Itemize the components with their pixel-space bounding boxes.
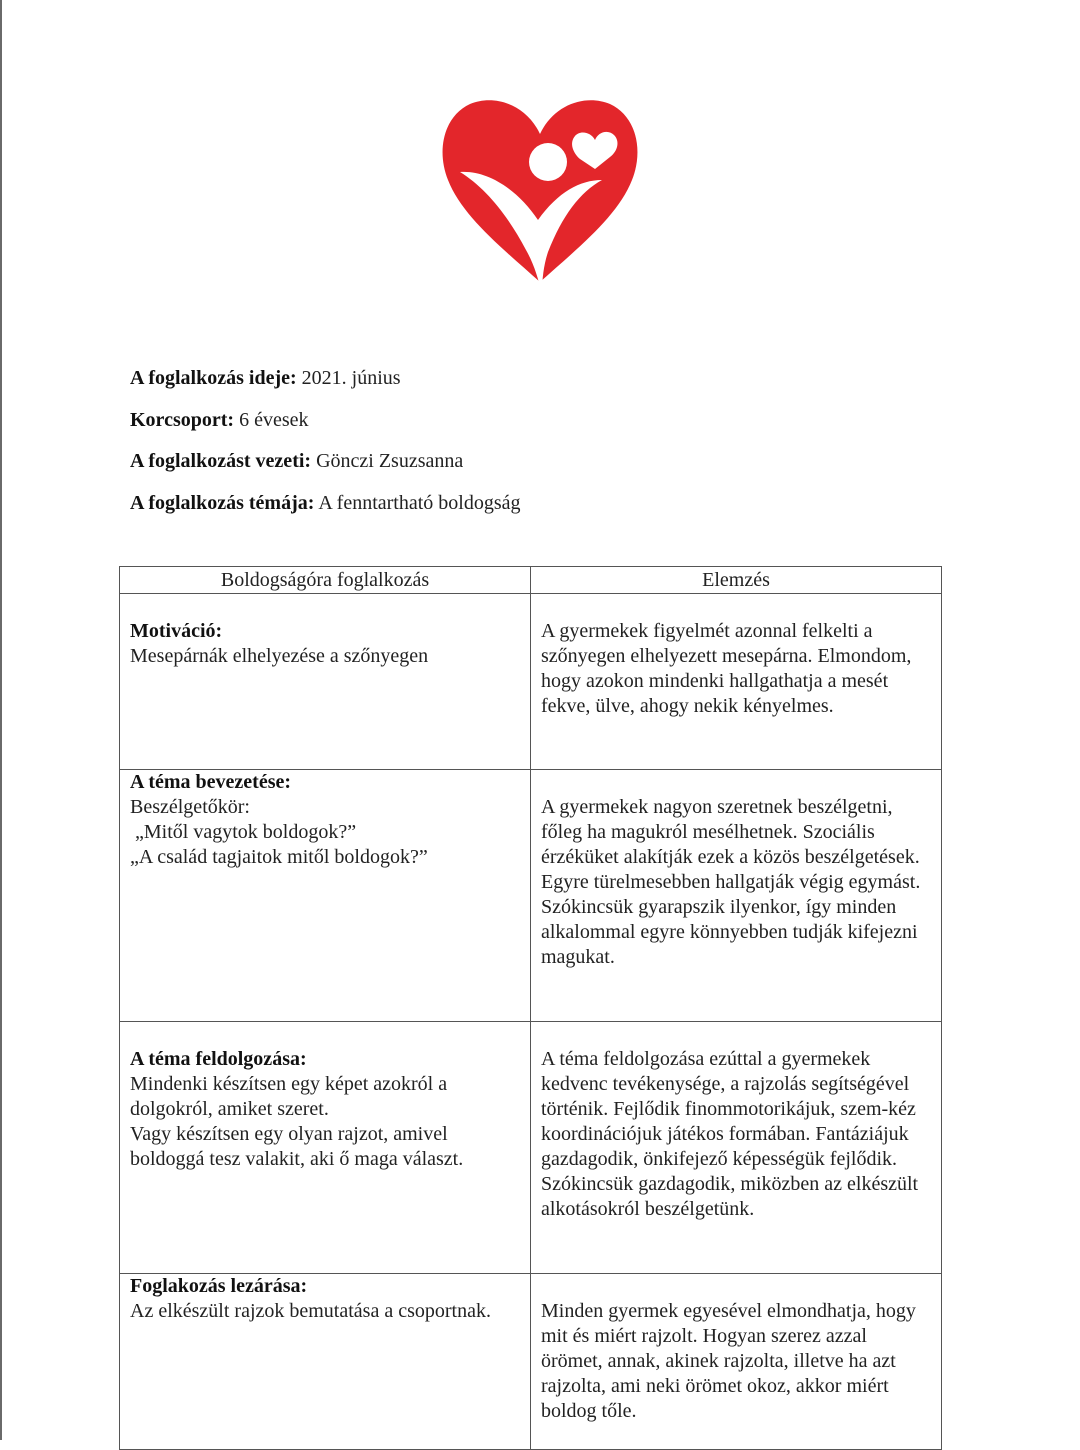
analysis-cell (531, 1274, 942, 1450)
age-group-label: Korcsoport: (130, 408, 235, 431)
analysis-text: Minden gyermek egyesével elmondhatja, hogy mit és miért rajzolt. Hogyan szerez azzal örömet, annak, akinek rajzolta, illetve ha azt rajzolta, ami neki örömet okoz, akkor miért boldog tőle. (541, 1300, 916, 1422)
activity-cell (120, 770, 531, 1022)
header-activity: Boldogságóra foglalkozás (120, 567, 531, 594)
activity-text: „A család tagjaitok mitől boldogok?” (130, 846, 428, 868)
activity-cell (120, 1274, 531, 1450)
session-topic-value: A fenntartható boldogság (318, 491, 521, 514)
activity-title: Foglakozás lezárása: (130, 1275, 308, 1297)
session-date-value: 2021. június (301, 367, 401, 389)
heart-person-logo-icon (440, 92, 640, 297)
activity-text: Vagy készítsen egy olyan rajzot, amivel boldoggá tesz valakit, aki ő maga választ. (130, 1123, 464, 1170)
lesson-plan-table (119, 566, 942, 1450)
session-leader (130, 441, 521, 483)
analysis-cell (531, 594, 942, 770)
analysis-cell (531, 1022, 942, 1274)
activity-title: A téma bevezetése: (130, 771, 292, 793)
analysis-text: A téma feldolgozása ezúttal a gyermekek kedvenc tevékenysége, a rajzolás segítségével történik. Fejlődik finommotorikájuk, szem-kéz koordinációjuk játékos formában. Fantáziájuk gazdagodik, önkifejező képességük fejlődik. Szókincsük gazdagodik, miközben az elkészült alkotásokról beszélgetünk. (541, 1048, 919, 1220)
activity-text: „Mitől vagytok boldogok?” (130, 821, 357, 843)
session-topic-label: A foglalkozás témája: (130, 491, 315, 514)
activity-text: Mesepárnák elhelyezése a szőnyegen (130, 645, 429, 667)
page-left-edge (0, 0, 2, 1440)
header-analysis: Elemzés (531, 567, 942, 594)
analysis-text: A gyermekek nagyon szeretnek beszélgetni, főleg ha magukról mesélhetnek. Szociális érzéküket alakítják ezek a közös beszélgetések. Egyre türelmesebben hallgatják végig egymást. Szókincsük gyarapszik ilyenkor, így minden alkalommal egyre könnyebben tudják kifejezni magukat. (541, 796, 921, 968)
table-row (120, 770, 942, 1022)
table-row (120, 594, 942, 770)
activity-text: Beszélgetőkör: (130, 796, 250, 818)
logo-person-head (529, 143, 567, 181)
table-header-row (120, 567, 942, 594)
activity-cell (120, 594, 531, 770)
activity-text: Az elkészült rajzok bemutatása a csoportnak. (130, 1300, 491, 1322)
activity-title: Motiváció: (130, 620, 223, 642)
activity-text: Mindenki készítsen egy képet azokról a dolgokról, amiket szeret. (130, 1073, 448, 1120)
session-leader-label: A foglalkozást vezeti: (130, 450, 312, 472)
table-row (120, 1274, 942, 1450)
table-row (120, 1022, 942, 1274)
session-date (130, 358, 521, 400)
analysis-cell (531, 770, 942, 1022)
age-group-value: 6 évesek (239, 408, 309, 431)
activity-cell (120, 1022, 531, 1274)
age-group (130, 400, 521, 442)
session-info (130, 358, 521, 524)
session-topic (130, 483, 521, 525)
session-leader-value: Gönczi Zsuzsanna (316, 450, 464, 472)
activity-title: A téma feldolgozása: (130, 1048, 307, 1070)
analysis-text: A gyermekek figyelmét azonnal felkelti a szőnyegen elhelyezett mesepárna. Elmondom, hogy azokon mindenki hallgathatja a mesét fekve, ülve, ahogy nekik kényelmes. (541, 620, 912, 717)
session-date-label: A foglalkozás ideje: (130, 367, 297, 389)
